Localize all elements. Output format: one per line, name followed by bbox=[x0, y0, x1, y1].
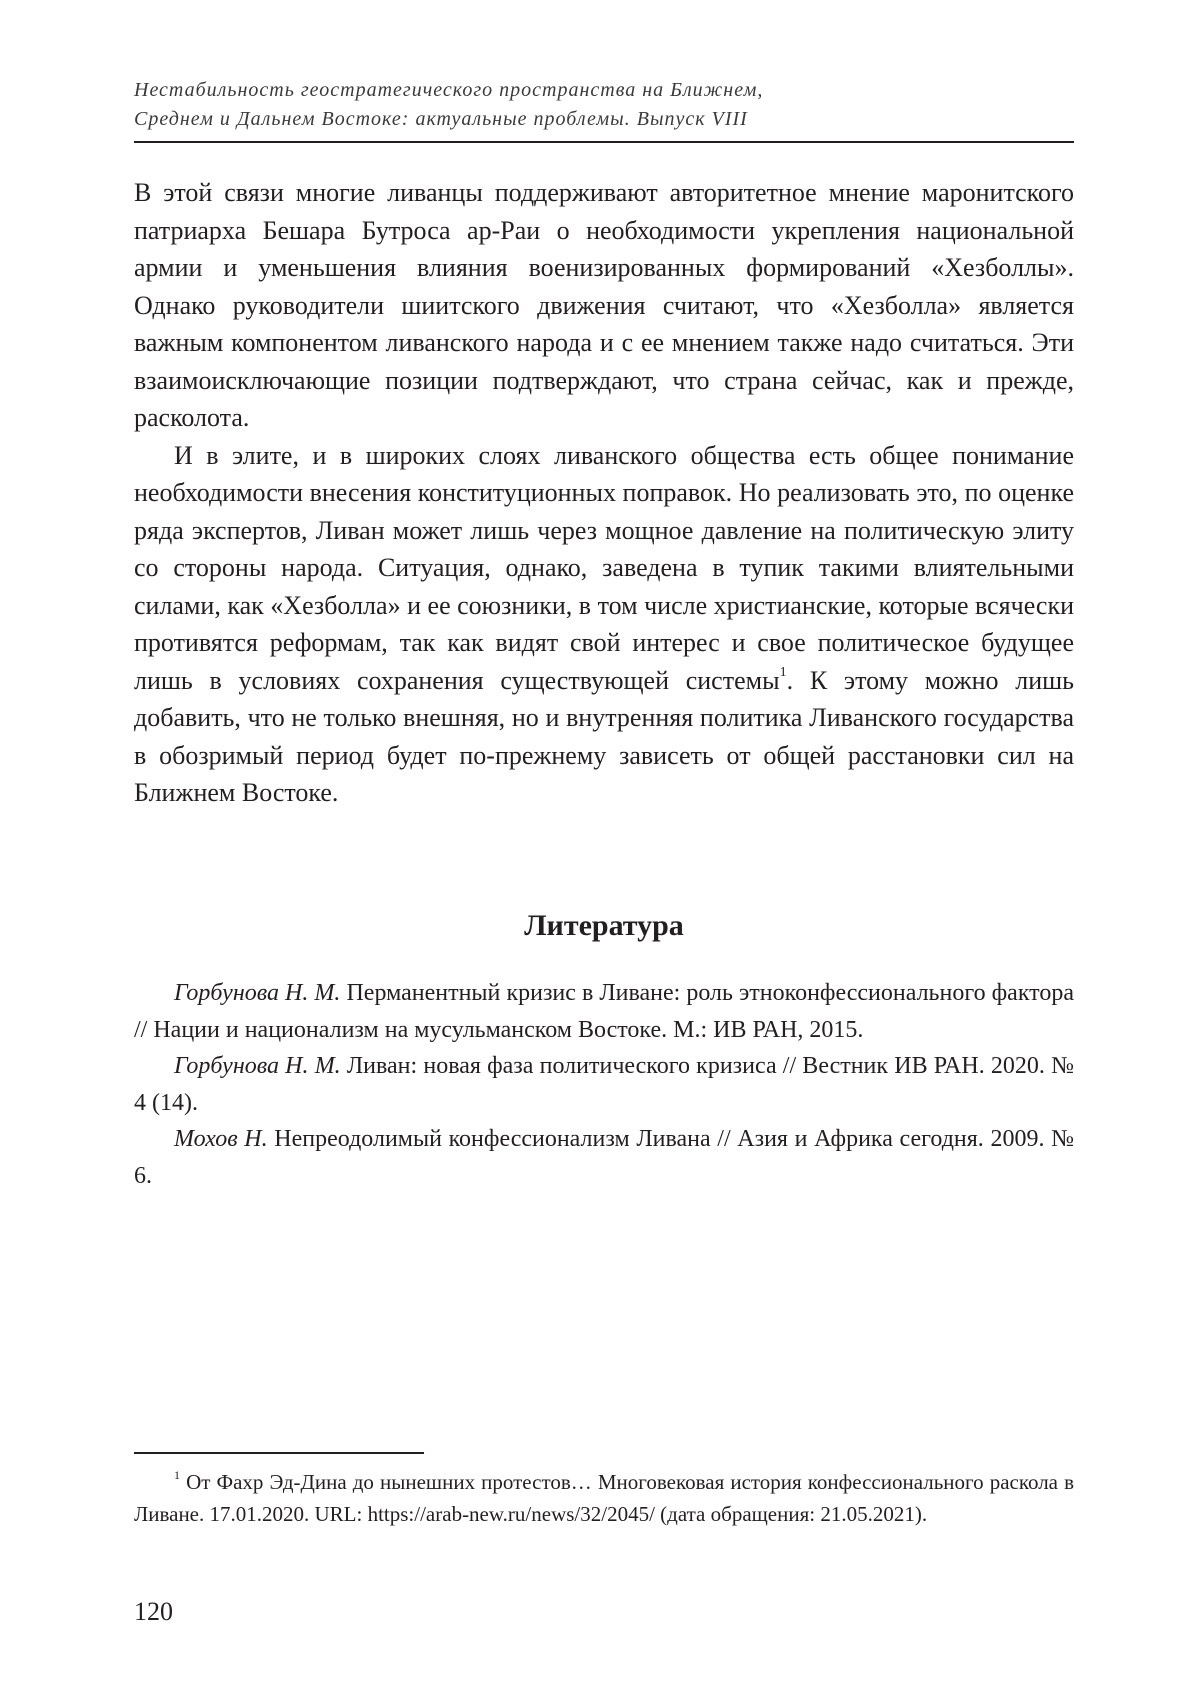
footnote-text: От Фахр Эд-Дина до нынешних протестов… Многовековая история конфессионального раскола в Ливане. 17.01.2020. URL: https://arab-new.ru/news/32/2045/ (дата обращения: 21.05.2021). bbox=[134, 1470, 1074, 1526]
document-page bbox=[0, 0, 1200, 1696]
reference-item bbox=[134, 1121, 1074, 1194]
reference-list bbox=[134, 975, 1074, 1194]
header-divider bbox=[134, 141, 1074, 143]
paragraph-2-part-1: И в элите, и в широких слоях ливанского общества есть общее понимание необходимости внесения конституционных поправок. Но реализовать это, по оценке ряда экспертов, Ливан может лишь через мощное давление на политическую элиту со стороны народа. Ситуация, однако, заведена в тупик такими влиятельными силами, как «Хезболла» и ее союзники, в том числе христианские, которые всячески противятся реформам, так как видят свой интерес и свое политическое будущее лишь в условиях сохранения существующей системы bbox=[134, 441, 1074, 695]
reference-author: Мохов Н. bbox=[174, 1126, 268, 1152]
reference-author: Горбунова Н. М. bbox=[174, 980, 340, 1006]
reference-author: Горбунова Н. М. bbox=[174, 1053, 341, 1079]
footnote-divider bbox=[134, 1452, 424, 1454]
reference-item bbox=[134, 975, 1074, 1048]
footnote-number: 1 bbox=[174, 1468, 180, 1482]
running-header-line-2: Среднем и Дальнем Востоке: актуальные проблемы. Выпуск VIII bbox=[134, 105, 1074, 134]
paragraph-2-part-2: . К этому можно лишь добавить, что не только внешняя, но и внутренняя политика Ливанского государства в обозримый период будет по-прежнему зависеть от общей расстановки сил на Ближнем Востоке. bbox=[134, 666, 1074, 808]
paragraph-1: В этой связи многие ливанцы поддерживают авторитетное мнение маронитского патриарха Бешара Бутроса ар-Раи о необходимости укрепления национальной армии и уменьшения влияния военизированных формирований «Хезболлы». Однако руководители шиитского движения считают, что «Хезболла» является важным компонентом ливанского народа и с ее мнением также надо считаться. Эти взаимоисключающие позиции подтверждают, что страна сейчас, как и прежде, расколота. bbox=[134, 174, 1074, 437]
footnote bbox=[134, 1466, 1074, 1530]
reference-text: Перманентный кризис в Ливане: роль этноконфессионального фактора // Нации и национализм на мусульманском Востоке. М.: ИВ РАН, 2015. bbox=[134, 980, 1074, 1043]
literature-heading: Литература bbox=[134, 906, 1074, 946]
reference-text: Непреодолимый конфессионализм Ливана // Азия и Африка сегодня. 2009. № 6. bbox=[134, 1126, 1074, 1189]
running-header-line-1: Нестабильность геостратегического пространства на Ближнем, bbox=[134, 76, 1074, 105]
paragraph-2 bbox=[134, 437, 1074, 812]
running-header bbox=[134, 76, 1074, 134]
footnote-reference[interactable]: 1 bbox=[780, 665, 787, 680]
reference-text: Ливан: новая фаза политического кризиса // Вестник ИВ РАН. 2020. № 4 (14). bbox=[134, 1053, 1074, 1116]
page-number: 120 bbox=[134, 1596, 173, 1628]
reference-item bbox=[134, 1048, 1074, 1121]
main-text bbox=[134, 174, 1074, 812]
